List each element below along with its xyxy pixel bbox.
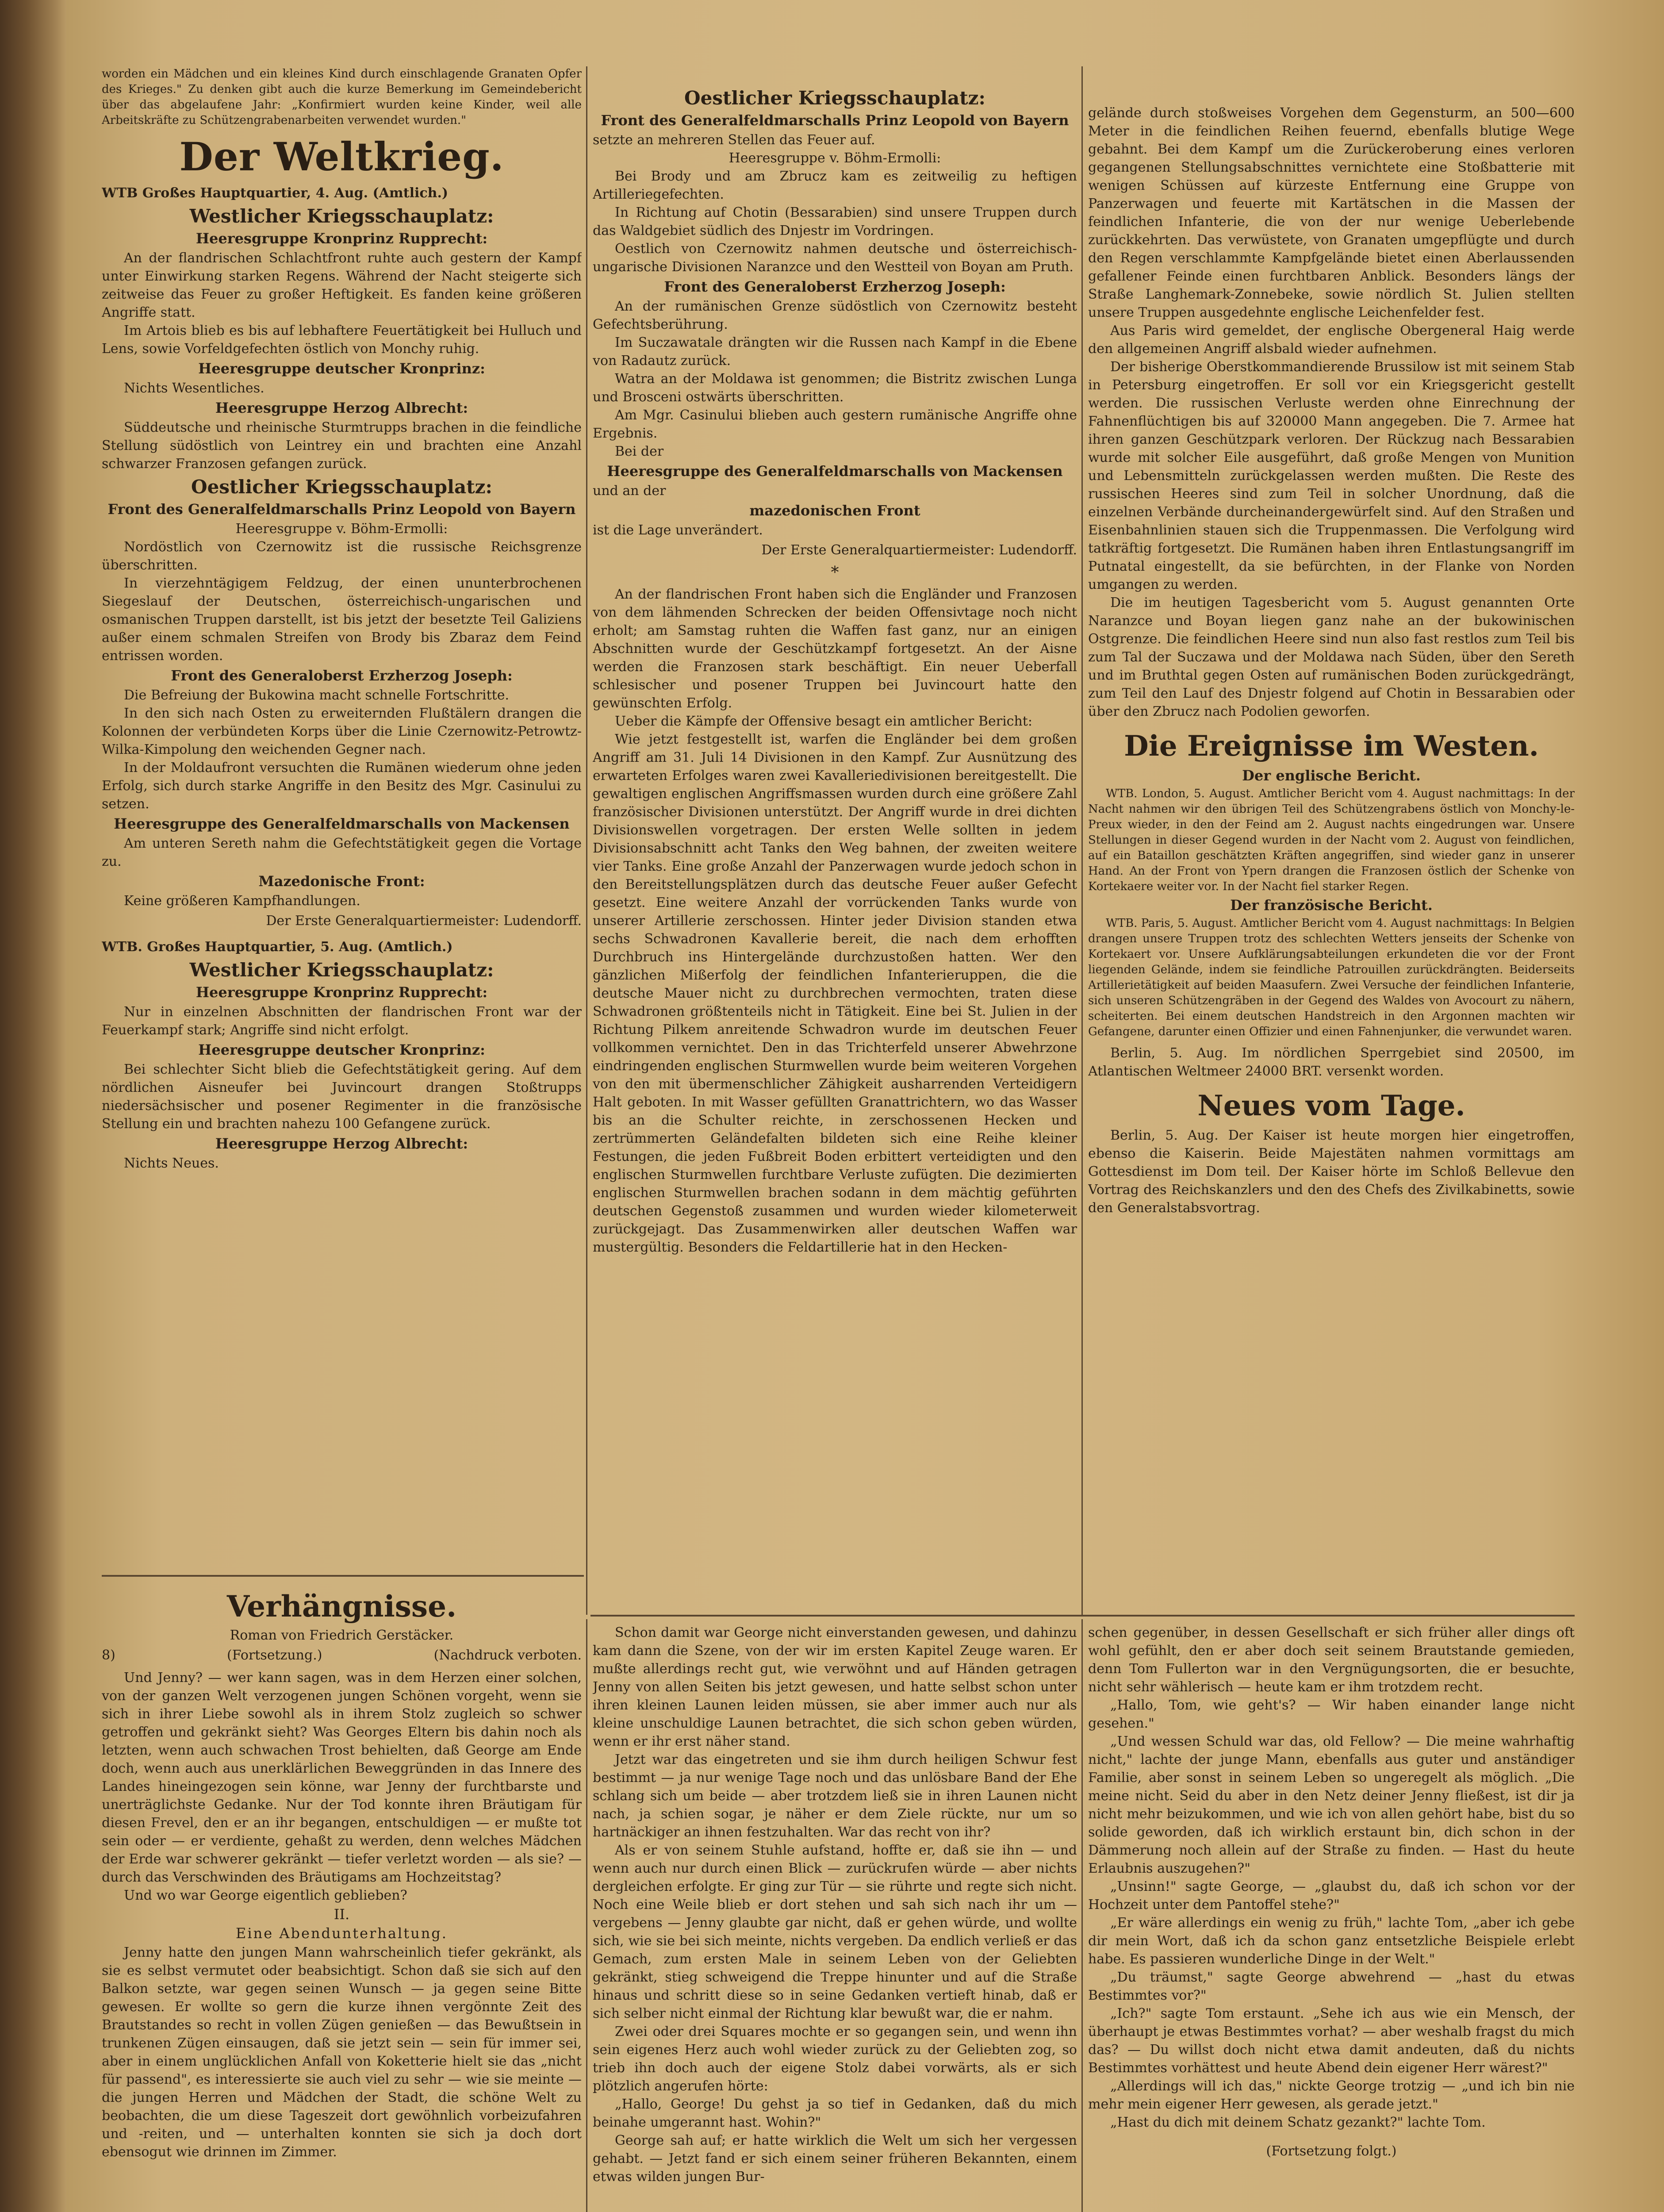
feuilleton-rule: [590, 1615, 1575, 1617]
dateline: WTB Großes Hauptquartier, 4. Aug. (Amtlich.): [102, 185, 449, 201]
intro-paragraph: worden ein Mädchen und ein kleines Kind durch einschlagende Granaten Opfer des Krieges." Zu denken gibt auch die kurze Bemerkung im Gemeindebericht über das abgelaufene Jahr: „Konfirmiert wurden keine Kinder, weil alle Arbeitskräfte zu Schützengrabenarbeiten verwendet wurden.": [102, 67, 582, 127]
feuilleton-column-3: [1088, 1624, 1575, 2212]
berlin-notice: Berlin, 5. Aug. Im nördlichen Sperrgebiet sind 20500, im Atlantischen Weltmeer 24000 BRT. versenkt worden.: [1088, 1045, 1575, 1079]
section-separator: *: [831, 564, 839, 582]
novel-paragraph: „Allerdings will ich das," nickte George trotzig — „und ich bin nie mehr mein eigener Herr gewesen, als gerade jetzt.": [1088, 2078, 1575, 2112]
report-paragraph: An der flandrischen Schlachtfront ruhte auch gestern der Kampf unter Einwirkung starken Regens. Während der Nacht steigerte sich zeitweise das Feuer zu großer Heftigkeit. Es fanden keine größeren Angriffe statt.: [102, 250, 582, 320]
report-paragraph: gelände durch stoßweises Vorgehen dem Gegensturm, an 500—600 Meter in die feindlichen Reihen feuernd, ebenfalls blutige Wege gebahnt. Bei dem Kampf um die Zurückeroberung eines verloren gegangenen Stellungsabschnittes vernichtete eine Stoßbatterie mit wenigen Schüssen auf kürzeste Entfernung eine Gruppe von Panzerwagen und feuerte mit Kartätschen in die Massen der feindlichen Infanterie, die von der nur wenige Ueberlebende zurückkehrten. Das verwüstete, von Granaten umgepflügte und durch den Regen verschlammte Kampfgelände bietet einen Aberlaussenden gefallener Feinde einen furchtbaren Anblick. Besonders längs der Straße Langhemark-Zonnebeke, sowie nördlich St. Julien stellten unsere Truppen ausgedehnte englische Leichenfelder fest.: [1088, 105, 1575, 320]
feuilleton-column-2: [593, 1624, 1077, 2212]
front-heading: Front des Generaloberst Erzherzog Joseph:: [171, 667, 513, 684]
report-paragraph: An der rumänischen Grenze südöstlich von Czernowitz besteht Gefechtsberührung.: [593, 299, 1077, 332]
novel-paragraph: „Unsinn!" sagte George, — „glaubst du, daß ich schon vor der Hochzeit unter dem Pantoffel stehe?": [1088, 1879, 1575, 1912]
report-paragraph: Der bisherige Oberstkommandierende Brussilow ist mit seinem Stab in Petersburg eingetroffen. Er soll vor ein Kriegsgericht gestellt werden. Die russischen Verluste werden ohne Einrechnung der Fahnenflüchtigen bis auf 320000 Mann angegeben. Die 7. Armee hat ihren ganzen Geschützpark verloren. Der Rückzug nach Bessarabien wurde mit solcher Eile ausgeführt, daß große Mengen von Munition und Lebensmitteln zurückgelassen werden mußten. Die Reste des russischen Heeres sind zum Teil in solcher Unordnung, daß die einzelnen Verbände durcheinandergewürfelt sind. Auf den Straßen und Eisenbahnlinien stauen sich die Truppenmassen. Die Verfolgung wird tatkräftig fortgesetzt. Die Rumänen haben ihren Entlastungsangriff im Putnatal eingestellt, da sie befürchten, in der Flanke von Norden umgangen zu werden.: [1088, 359, 1575, 592]
section-title-weltkrieg: Der Weltkrieg.: [179, 134, 504, 180]
east-heading: Oestlicher Kriegsschauplatz:: [191, 476, 492, 498]
front-heading: Front des Generalfeldmarschalls Prinz Leopold von Bayern: [107, 501, 576, 518]
report-paragraph: Süddeutsche und rheinische Sturmtrupps brachen in die feindliche Stellung südöstlich von Leintrey ein und brachten eine Anzahl schwarzer Franzosen gefangen zurück.: [102, 420, 582, 472]
report-paragraph: Bei der: [615, 444, 664, 459]
report-paragraph: In den sich nach Osten zu erweiternden Flußtälern drangen die Kolonnen der verbündeten Korps über die Linie Czernowitz-Petrowtz-Wilka-Kimpolung den weichenden Gegner nach.: [102, 706, 582, 757]
army-group-heading: Heeresgruppe des Generalfeldmarschalls von Mackensen: [607, 463, 1063, 480]
novel-paragraph: Und Jenny? — wer kann sagen, was in dem Herzen einer solchen, von der ganzen Welt verzogenen jungen Schönen vorgeht, wenn sie sich in ihrer Liebe sowohl als in ihrem Stolz zugleich so schwer getroffen und gekränkt sieht? Was Georges Eltern bis dahin noch als letzten, wenn auch schwachen Trost behielten, daß George am Ende doch, wenn auch aus unerklärlichen Beweggründen in das Innere des Landes hineingezogen sein könne, war Jenny der furchtbarste und unerträglichste Gedanke. Nur der Tod konnte ihren Bräutigam für diesen Frevel, den er an ihr begangen, entschuldigen — er mußte tot sein oder — er verdiente, gehaßt zu werden, denn welches Mädchen der Erde war schwerer gekränkt — tiefer verletzt worden — als sie? — durch das Verschwinden des Bräutigams am Hochzeitstag?: [102, 1670, 582, 1885]
column-right-top: [1088, 104, 1575, 1608]
rights-note: (Nachdruck verboten.: [433, 1647, 582, 1663]
report-paragraph: setzte an mehreren Stellen das Feuer auf.: [593, 132, 875, 148]
book-spine: [0, 0, 66, 2212]
column-rule: [1081, 66, 1083, 1615]
novel-meta: [102, 1646, 582, 1664]
west-heading: Westlicher Kriegsschauplatz:: [189, 959, 494, 981]
west-heading: Westlicher Kriegsschauplatz:: [189, 205, 494, 227]
report-paragraph: Aus Paris wird gemeldet, der englische Obergeneral Haig werde den allgemeinen Angriff alsbald wieder aufnehmen.: [1088, 323, 1575, 357]
signature: Der Erste Generalquartiermeister: Ludendorff.: [266, 913, 582, 929]
front-heading: Front des Generaloberst Erzherzog Joseph:: [664, 278, 1006, 295]
report-paragraph: WTB. London, 5. August. Amtlicher Bericht vom 4. August nachmittags: In der Nacht nahmen wir den übrigen Teil des Schützengrabens östlich von Monchy-le-Preux wieder, in den der Feind am 2. August nachts eingedrungen war. Unsere Stellungen in dieser Gegend wurden in der Nacht vom 2. August von feindlichen, auf ein Bataillon geschätzten Kräften angegriffen, sind wieder ganz in unserer Hand. An der Front von Ypern drangen die Franzosen östlich der Schenke von Kortekaere weiter vor. In der Nacht fiel starker Regen.: [1088, 787, 1575, 893]
army-group-heading: Heeresgruppe deutscher Kronprinz:: [198, 1041, 485, 1058]
novel-paragraph: Und wo war George eigentlich geblieben?: [124, 1888, 407, 1903]
front-heading: Mazedonische Front:: [258, 873, 425, 890]
report-paragraph: Oestlich von Czernowitz nahmen deutsche und österreichisch-ungarische Divisionen Naranzce und den Westteil von Boyan am Pruth.: [593, 241, 1077, 275]
chapter-title: Eine Abendunterhaltung.: [236, 1925, 448, 1942]
report-paragraph: In Richtung auf Chotin (Bessarabien) sind unsere Truppen durch das Waldgebiet südlich des Dnjestr im Vordringen.: [593, 205, 1077, 238]
army-group-subheading: Heeresgruppe v. Böhm-Ermolli:: [728, 150, 941, 166]
report-paragraph: Im Suczawatale drängten wir die Russen nach Kampf in die Ebene von Radautz zurück.: [593, 335, 1077, 369]
army-group-heading: Heeresgruppe Herzog Albrecht:: [215, 399, 468, 416]
report-paragraph: Im Artois blieb es bis auf lebhaftere Feuertätigkeit bei Hulluch und Lens, sowie Vorfeldgefechten östlich von Monchy ruhig.: [102, 323, 582, 357]
east-heading: Oestlicher Kriegsschauplatz:: [684, 87, 985, 109]
feuilleton-column-1: [102, 1584, 582, 2212]
novel-paragraph: Schon damit war George nicht einverstanden gewesen, und dahinzu kam dann die Szene, von der wir im ersten Kapitel Zeuge waren. Er mußte allerdings recht gut, wie verwöhnt und auf Händen getragen Jenny von allen Seiten bis jetzt gewesen, und hatte selbst schon unter ihren kleinen Launen leiden müssen, sie aber immer auch nur als kleine unschuldige Launen betrachtet, die sich schon geben würden, wenn er ihr erst näher stand.: [593, 1625, 1077, 1749]
army-group-heading: Heeresgruppe Kronprinz Rupprecht:: [196, 230, 488, 247]
column-mid-top: [593, 84, 1077, 1610]
report-paragraph: Ueber die Kämpfe der Offensive besagt ein amtlicher Bericht:: [615, 714, 1032, 729]
novel-paragraph: „Er wäre allerdings ein wenig zu früh," lachte Tom, „aber ich gebe dir mein Wort, daß ich da schon ganz entsetzliche Beispiele erlebt habe. Es passieren wunderliche Dinge in der Welt.": [1088, 1915, 1575, 1967]
report-paragraph: Nordöstlich von Czernowitz ist die russische Reichsgrenze überschritten.: [102, 539, 582, 573]
report-paragraph: und an der: [593, 483, 666, 499]
report-paragraph: Nichts Wesentliches.: [124, 380, 265, 396]
dateline: WTB. Großes Hauptquartier, 5. Aug. (Amtlich.): [102, 939, 453, 955]
signature: Der Erste Generalquartiermeister: Ludendorff.: [761, 542, 1077, 558]
report-paragraph: Bei schlechter Sicht blieb die Gefechtstätigkeit gering. Auf dem nördlichen Aisneufer bei Juvincourt drangen Stoßtrupps niedersächsischer und posener Regimenter in die französische Stellung ein und brachten nahezu 100 Gefangene zurück.: [102, 1062, 582, 1132]
novel-paragraph: Jetzt war das eingetreten und sie ihm durch heiligen Schwur fest bestimmt — ja nur wenige Tage noch und das unlösbare Band der Ehe schlang sich um beide — aber trotzdem ließ sie in ihren Launen nicht nach, ja schien sogar, je näher er dem Ziele rückte, nur um so hartnäckiger an ihnen festzuhalten. War das recht von ihr?: [593, 1752, 1077, 1840]
novel-paragraph: „Und wessen Schuld war das, old Fellow? — Die meine wahrhaftig nicht," lachte der junge Mann, ebenfalls aus guter und anständiger Familie, aber sonst in seinem Leben so ungeregelt als möglich. „Die meine nicht. Seid du aber in den Netz deiner Jenny fließest, ist dir ja nicht mehr beizukommen, und wie ich von allen gehört habe, bist du so solide geworden, daß ich wirklich erstaunt bin, dich schon in der Dämmerung noch allein auf der Straße zu finden. — Hast du heute Erlaubnis auszugehen?": [1088, 1734, 1575, 1876]
army-group-heading: Heeresgruppe Kronprinz Rupprecht:: [196, 984, 488, 1001]
report-paragraph: Nichts Neues.: [124, 1156, 219, 1171]
report-paragraph: Die Befreiung der Bukowina macht schnelle Fortschritte.: [124, 687, 509, 703]
novel-paragraph: Als er von seinem Stuhle aufstand, hoffte er, daß sie ihn — und wenn auch nur durch einen Blick — zurückrufen würde — aber nichts dergleichen erfolgte. Er ging zur Tür — sie rührte und regte sich nicht. Noch eine Weile blieb er dort stehen und sah sich nach ihr um — vergebens — Jenny glaubte gar nicht, daß er gehen würde, und wollte sich, wie sie bei sich meinte, nichts vergeben. Da endlich verließ er das Gemach, zum ersten Male in seinem Leben von der Geliebten gekränkt, stieg schweigend die Treppe hinunter und auf die Straße hinaus und schritt diese so in seine Gedanken vertieft hinab, daß er sich selber nicht einmal der Richtung klar bewußt war, die er nahm.: [593, 1843, 1077, 2021]
novel-paragraph: „Du träumst," sagte George abwehrend — „hast du etwas Bestimmtes vor?": [1088, 1970, 1575, 2003]
report-paragraph: Nur in einzelnen Abschnitten der flandrischen Front war der Feuerkampf stark; Angriffe sind nicht erfolgt.: [102, 1004, 582, 1038]
installment-number: 8): [102, 1647, 115, 1663]
report-paragraph: Bei Brody und am Zbrucz kam es zeitweilig zu heftigen Artilleriegefechten.: [593, 169, 1077, 202]
french-report: [1088, 916, 1575, 1040]
report-paragraph: Die im heutigen Tagesbericht vom 5. August genannten Orte Naranzce und Boyan liegen ganz nahe an der bukowinischen Ostgrenze. Die feindlichen Heere sind nun also fast restlos zum Teil bis zum Tal der Suczawa und der Moldawa nach Süden, über den Sereth und im Bruthtal gegen Osten auf rumänischen Boden zurückgedrängt, zum Teil den Lauf des Dnjestr folgend auf Chotin in Bessarabien oder über den Zbrucz nach Podolien geworfen.: [1088, 595, 1575, 719]
report-paragraph: Am Mgr. Casinului blieben auch gestern rumänische Angriffe ohne Ergebnis.: [593, 407, 1077, 441]
army-group-subheading: Heeresgruppe v. Böhm-Ermolli:: [235, 521, 448, 537]
berlin-notice: Berlin, 5. Aug. Der Kaiser ist heute morgen hier eingetroffen, ebenso die Kaiserin. Beide Majestäten nahmen vormittags am Gottesdienst im Dom teil. Der Kaiser hörte im Schloß Bellevue den Vortrag des Reichskanzlers und den des Chefs des Zivilkabinetts, sowie den Generalstabsvortrag.: [1088, 1128, 1575, 1216]
novel-paragraph: schen gegenüber, in dessen Gesellschaft er sich früher aller dings oft wohl gefühlt, den er aber doch seit seinem Brautstande gemieden, denn Tom Fullerton war in den Vergnügungsorten, die er besuchte, nicht sehr wählerisch — heute kam er ihm trotzdem recht.: [1088, 1625, 1575, 1695]
novel-paragraph: „Hallo, George! Du gehst ja so tief in Gedanken, daß du mich beinahe umgerannt hast. Wohin?": [593, 2097, 1077, 2130]
army-group-heading: Heeresgruppe des Generalfeldmarschalls von Mackensen: [114, 815, 570, 832]
novel-title: Verhängnisse.: [226, 1589, 457, 1624]
to-be-continued: (Fortsetzung folgt.): [1266, 2143, 1397, 2159]
novel-paragraph: George sah auf; er hatte wirklich die Welt um sich her vergessen gehabt. — Jetzt fand er sich einem seiner früheren Bekannten, einem etwas wilden jungen Bur-: [593, 2133, 1077, 2185]
chapter-number: II.: [334, 1906, 350, 1923]
newspaper-page: [66, 0, 1664, 2212]
column-left-top: [102, 66, 582, 1553]
army-group-heading: Heeresgruppe Herzog Albrecht:: [215, 1135, 468, 1152]
feuilleton-rule: [102, 1575, 584, 1577]
novel-paragraph: „Hallo, Tom, wie geht's? — Wir haben einander lange nicht gesehen.": [1088, 1697, 1575, 1731]
novel-byline: Roman von Friedrich Gerstäcker.: [230, 1628, 454, 1643]
column-rule: [586, 66, 587, 1615]
report-paragraph: ist die Lage unverändert.: [593, 522, 763, 538]
report-paragraph: WTB. Paris, 5. August. Amtlicher Bericht vom 4. August nachmittags: In Belgien drangen unsere Truppen trotz des schlechten Wetters jenseits der Schenke von Kortekaert vor. Unsere Aufklärungsabteilungen erkundeten die vor der Front liegenden Gelände, indem sie feindliche Patrouillen zurückdrängten. Beiderseits Artillerietätigkeit auf beiden Maasufern. Zwei Versuche der feindlichen Infanterie, sich unseren Schützengräben in der Gegend des Waldes von Avocourt zu nähern, scheiterten. Bei einem deutschen Handstreich in den Argonnen machten wir Gefangene, darunter einen Offizier und einen Fahnenjunker, die verwundet waren.: [1088, 917, 1575, 1038]
report-paragraph: Keine größeren Kampfhandlungen.: [124, 893, 360, 909]
report-heading: Der englische Bericht.: [1242, 767, 1421, 784]
report-paragraph: Wie jetzt festgestellt ist, warfen die Engländer bei dem großen Angriff am 31. Juli 14 Divisionen in den Kampf. Zur Ausnützung des erwarteten Erfolges waren zwei Kavalleriedivisionen bereitgestellt. Die gewaltigen englischen Angriffsmassen wurden durch eine größere Zahl französischer Divisionen unterstützt. Der Angriff wurde in drei dichten Divisionswellen vorgetragen. Der ersten Welle sollten in jedem Divisionsabschnitt acht Tanks den Weg bahnen, der zweiten weitere vier Tanks. Eine große Anzahl der Panzerwagen wurde jedoch schon in den Bereitstellungsplätzen durch das deutsche Feuer außer Gefecht gesetzt. Eine weitere Anzahl der vorrückenden Tanks wurde von unserer Artillerie zerschossen. Hinter jeder Division standen etwa sechs Schwadronen Kavallerie bereit, die nach dem erhofften Durchbruch ins Hintergelände durchzustoßen hatten. Wer den gänzlichen Mißerfolg der feindlichen Infanterieruppen, die die deutsche Mauer nicht zu durchbrechen vermochten, traten diese Schwadronen größtenteils nicht in Tätigkeit. Eine bei St. Julien in der Richtung Pilkem anreitende Schwadron wurde im deutschen Feuer vollkommen vernichtet. Den in das Trichterfeld unserer Abwehrzone eindringenden englischen Sturmwellen wurde beim weiteren Vorgehen von den mit übermenschlicher Zähigkeit ausharrenden Verteidigern Halt geboten. In mit Wasser gefüllten Granattrichtern, wo das Wasser bis an die Schulter reichte, in zerschossenen Hecken und zertrümmerten Geländefalten bildeten sich eine Reihe kleiner Festungen, die jeden Fußbreit Boden erbittert verteidigten und den englischen Sturmwellen furchtbare Verluste zufügten. Die dezimierten englischen Sturmwellen brachen sodann in dem mächtig geführten deutschen Gegenstoß zusammen und wurden wieder kilometerweit zurückgejagt. Das Zusammenwirken aller deutschen Waffen war mustergültig. Besonders die Feldartillerie hat in den Hecken-: [593, 732, 1077, 1255]
report-heading: Der französische Bericht.: [1230, 897, 1433, 914]
column-rule: [586, 1619, 587, 2212]
section-title-neues: Neues vom Tage.: [1197, 1089, 1465, 1122]
english-report: [1088, 786, 1575, 895]
novel-paragraph: „Ich?" sagte Tom erstaunt. „Sehe ich aus wie ein Mensch, der überhaupt je etwas Bestimmtes vorhat? — aber weshalb fragst du mich das? — Du willst doch nicht etwa damit andeuten, daß du nichts Bestimmtes vorhättest und heute Abend dein eigener Herr wärest?": [1088, 2006, 1575, 2076]
novel-paragraph: „Hast du dich mit deinem Schatz gezankt?" lachte Tom.: [1110, 2115, 1486, 2130]
front-heading: Front des Generalfeldmarschalls Prinz Leopold von Bayern: [601, 112, 1069, 129]
report-paragraph: In der Moldaufront versuchten die Rumänen wiederum ohne jeden Erfolg, sich durch starke Angriffe in den Besitz des Mgr. Casinului zu setzen.: [102, 760, 582, 812]
front-heading: mazedonischen Front: [749, 502, 920, 519]
novel-paragraph: Zwei oder drei Squares mochte er so gegangen sein, und wenn ihn sein eigenes Herz auch wohl wieder zurück zu der Geliebten zog, so trieb ihn doch auch der eigene Stolz dabei vorwärts, als er sich plötzlich angerufen hörte:: [593, 2024, 1077, 2094]
novel-paragraph: Jenny hatte den jungen Mann wahrscheinlich tiefer gekränkt, als sie es selbst vermutet oder beabsichtigt. Schon daß sie sich auf den Balkon setzte, war gegen seinen Wunsch — ja gegen seine Bitte gewesen. Er wollte so gern die kurze ihnen vergönnte Zeit des Brautstandes so recht in vollen Zügen genießen — das Bewußtsein in trunkenen Zügen einsaugen, daß sie jetzt sein — sein für immer sei, aber in einem unglücklichen Anfall von Koketterie hielt sie das „nicht für passend", es interessierte sie auch viel zu sehr — wie sie meinte — die jungen Herren und Mädchen der Stadt, die schöne Welt zu beobachten, die um diese Tageszeit dort gewöhnlich vorbeizufahren und -reiten, und — unterhalten konnten sie sich ja doch dort ebensogut wie drinnen im Zimmer.: [102, 1945, 582, 2160]
column-rule: [1081, 1619, 1083, 2212]
continuation-note: (Fortsetzung.): [227, 1647, 322, 1663]
army-group-heading: Heeresgruppe deutscher Kronprinz:: [198, 360, 485, 377]
report-paragraph: In vierzehntägigem Feldzug, der einen ununterbrochenen Siegeslauf der Deutschen, österreichisch-ungarischen und osmanischen Truppen darstellt, ist bis jetzt der besetzte Teil Galiziens außer einem schmalen Streifen von Brody bis Zbaraz dem Feind entrissen worden.: [102, 576, 582, 664]
report-paragraph: Am unteren Sereth nahm die Gefechtstätigkeit gegen die Vortage zu.: [102, 836, 582, 869]
section-title-westen: Die Ereignisse im Westen.: [1124, 730, 1539, 763]
report-paragraph: An der flandrischen Front haben sich die Engländer und Franzosen von dem lähmenden Schrecken der beiden Offensivtage noch nicht erholt; am Samstag ruhten die Waffen fast ganz, nur an einigen Abschnitten wurde der Geschützkampf fortgesetzt. An der Aisne werden die Franzosen stark beschäftigt. Ein neuer Ueberfall schlesischer und posener Truppen bei Juvincourt hatte den gewünschten Erfolg.: [593, 587, 1077, 711]
report-paragraph: Watra an der Moldawa ist genommen; die Bistritz zwischen Lunga und Brosceni ostwärts überschritten.: [593, 371, 1077, 405]
